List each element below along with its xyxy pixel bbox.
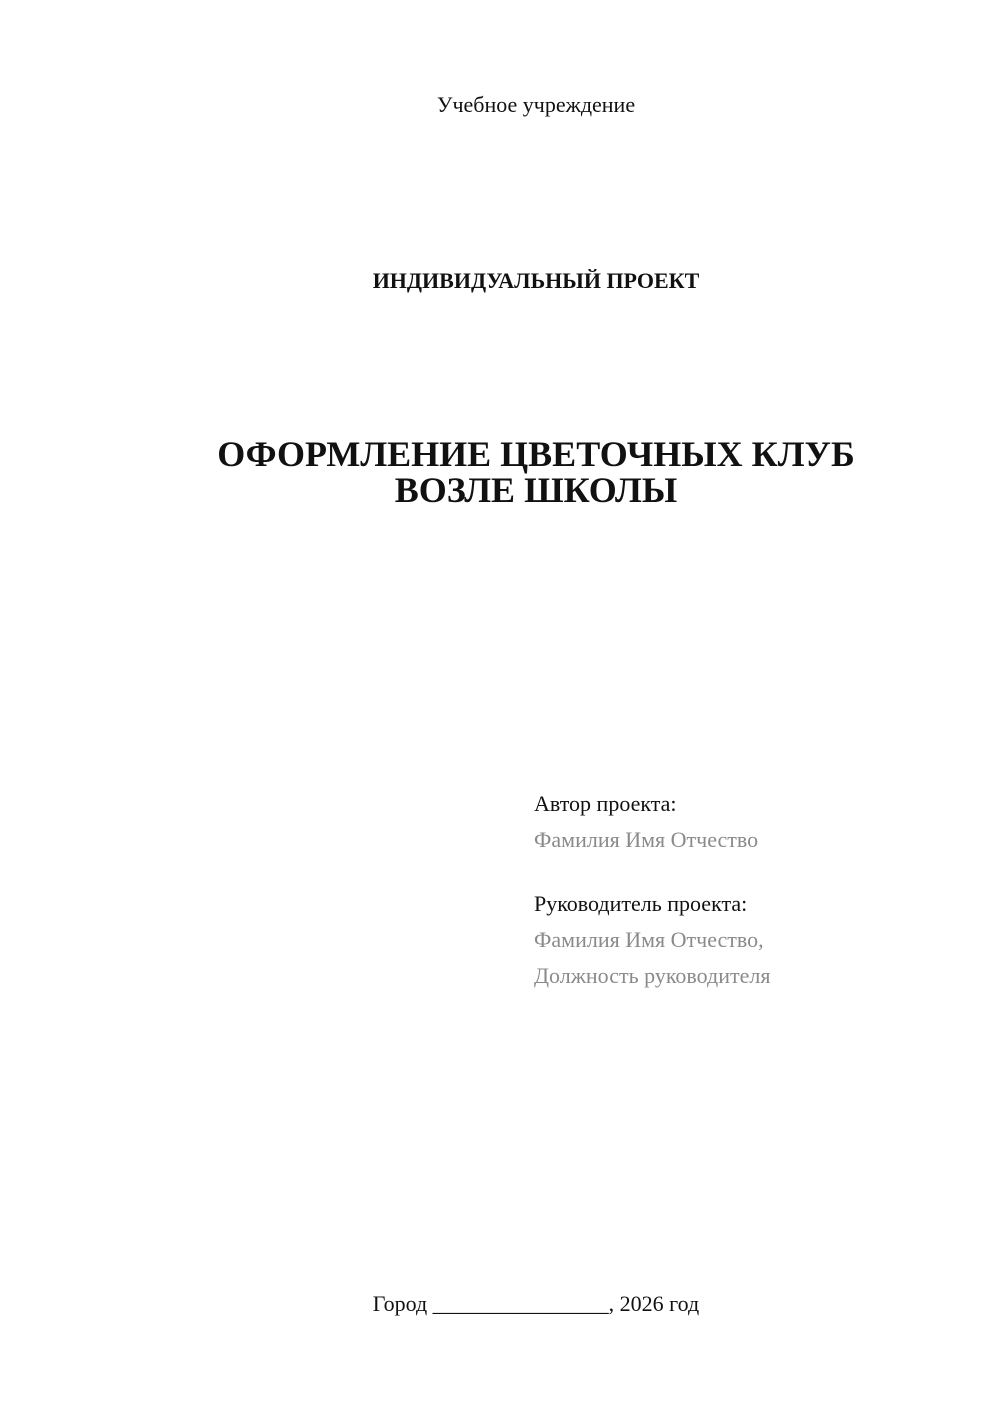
project-title-line-2: ВОЗЛЕ ШКОЛЫ [394,470,678,510]
project-type-heading: ИНДИВИДУАЛЬНЫЙ ПРОЕКТ [372,268,700,293]
supervisor-position: Должность руководителя [534,963,771,988]
institution-name: Учебное учреждение [436,92,636,117]
city-year-line: Город ________________, 2026 год [372,1291,700,1316]
author-label: Автор проекта: [534,791,677,816]
supervisor-name: Фамилия Имя Отчество, [534,927,764,952]
supervisor-label: Руководитель проекта: [534,891,748,916]
credits-spacer [534,858,974,886]
credits-block [534,786,974,994]
author-name: Фамилия Имя Отчество [534,827,759,852]
project-title-line-1: ОФОРМЛЕНИЕ ЦВЕТОЧНЫХ КЛУБ [217,434,855,474]
project-title [0,436,1000,508]
